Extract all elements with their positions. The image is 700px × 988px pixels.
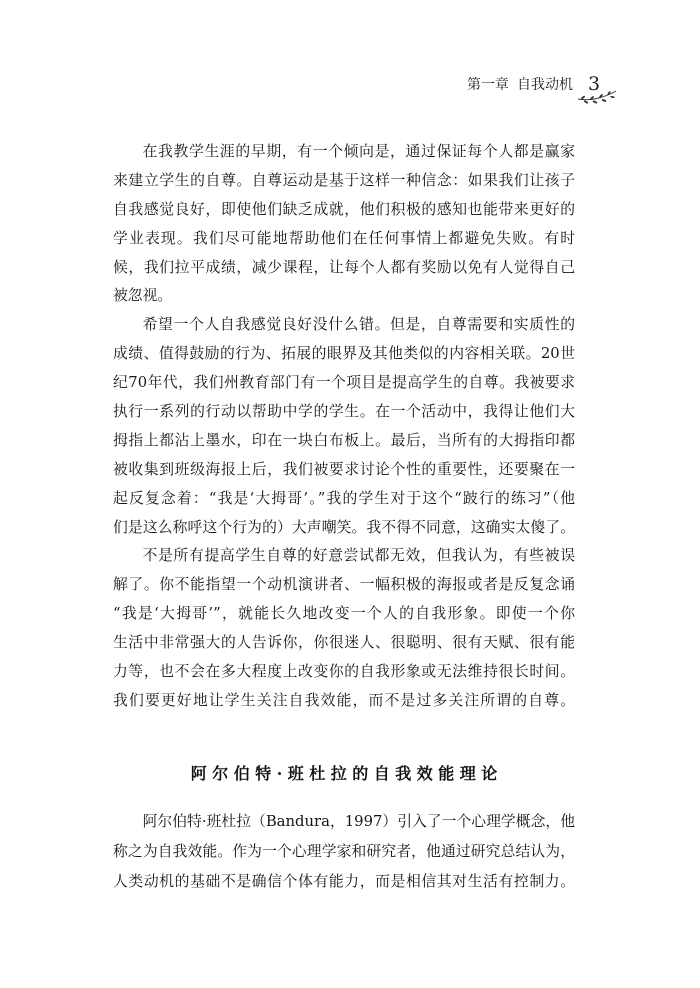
text-line: 人类动机的基础不是确信个体有能力，而是相信其对生活有控制力。 — [113, 873, 575, 890]
page-number: 3 — [588, 73, 601, 95]
section-heading: 阿尔伯特·班杜拉的自我效能理论 — [190, 764, 503, 783]
text-line: 解了。你不能指望一个动机演讲者、一幅积极的海报或者是反复念诵 — [113, 576, 575, 594]
text-line: 生活中非常强大的人告诉你，你很迷人、很聪明、很有天赋、很有能 — [113, 634, 575, 652]
text-line: 执行一系列的行动以帮助中学的学生。在一个活动中，我得让他们大 — [113, 403, 575, 421]
paragraph — [113, 807, 575, 897]
text-line: 成绩、值得鼓励的行为、拓展的眼界及其他类似的内容相关联。20世 — [113, 345, 575, 363]
text-line: 力等，也不会在多大程度上改变你的自我形象或无法维持很长时间。 — [113, 663, 575, 681]
text-line: 我们要更好地让学生关注自我效能，而不是过多关注所谓的自尊。 — [113, 691, 575, 709]
text-line: 称之为自我效能。作为一个心理学家和研究者，他通过研究总结认为， — [113, 843, 575, 860]
text-line: 拇指上都沾上墨水，印在一块白布板上。最后，当所有的大拇指印都 — [113, 431, 575, 449]
chapter-title: 自我动机 — [517, 77, 573, 93]
text-line: 阿尔伯特·班杜拉（Bandura，1997）引入了一个心理学概念，他 — [142, 813, 575, 830]
body-text — [113, 138, 575, 716]
chapter-label: 第一章 — [467, 77, 509, 93]
text-line: 起反复念着：“我是‘大拇哥’。”我的学生对于这个“跛行的练习”（他 — [113, 489, 575, 507]
text-line: 被忽视。 — [113, 287, 173, 305]
text-line: 自我感觉良好，即使他们缺乏成就，他们积极的感知也能带来更好的 — [113, 200, 575, 218]
text-line: 在我教学生涯的早期，有一个倾向是，通过保证每个人都是赢家 — [142, 143, 575, 160]
laurel-ornament-icon — [576, 88, 618, 104]
paragraph — [113, 311, 575, 542]
text-line: 们是这么称呼这个行为的）大声嘲笑。我不得不同意，这确实太傻了。 — [113, 518, 575, 536]
text-line: 候，我们拉平成绩，减少课程，让每个人都有奖励以免有人觉得自己 — [113, 258, 575, 276]
text-line: 来建立学生的自尊。自尊运动是基于这样一种信念：如果我们让孩子 — [113, 171, 575, 189]
text-line: “我是‘大拇哥’”，就能长久地改变一个人的自我形象。即使一个你 — [113, 605, 575, 623]
text-line: 被收集到班级海报上后，我们被要求讨论个性的重要性，还要聚在一 — [113, 460, 575, 478]
text-line: 不是所有提高学生自尊的好意尝试都无效，但我认为，有些被误 — [142, 547, 575, 565]
section-body-text — [113, 807, 575, 897]
paragraph — [113, 542, 575, 715]
text-line: 纪70年代，我们州教育部门有一个项目是提高学生的自尊。我被要求 — [113, 374, 575, 392]
text-line: 学业表现。我们尽可能地帮助他们在任何事情上都避免失败。有时 — [113, 229, 575, 247]
text-line: 希望一个人自我感觉良好没什么错。但是，自尊需要和实质性的 — [142, 316, 575, 334]
paragraph — [113, 138, 575, 311]
